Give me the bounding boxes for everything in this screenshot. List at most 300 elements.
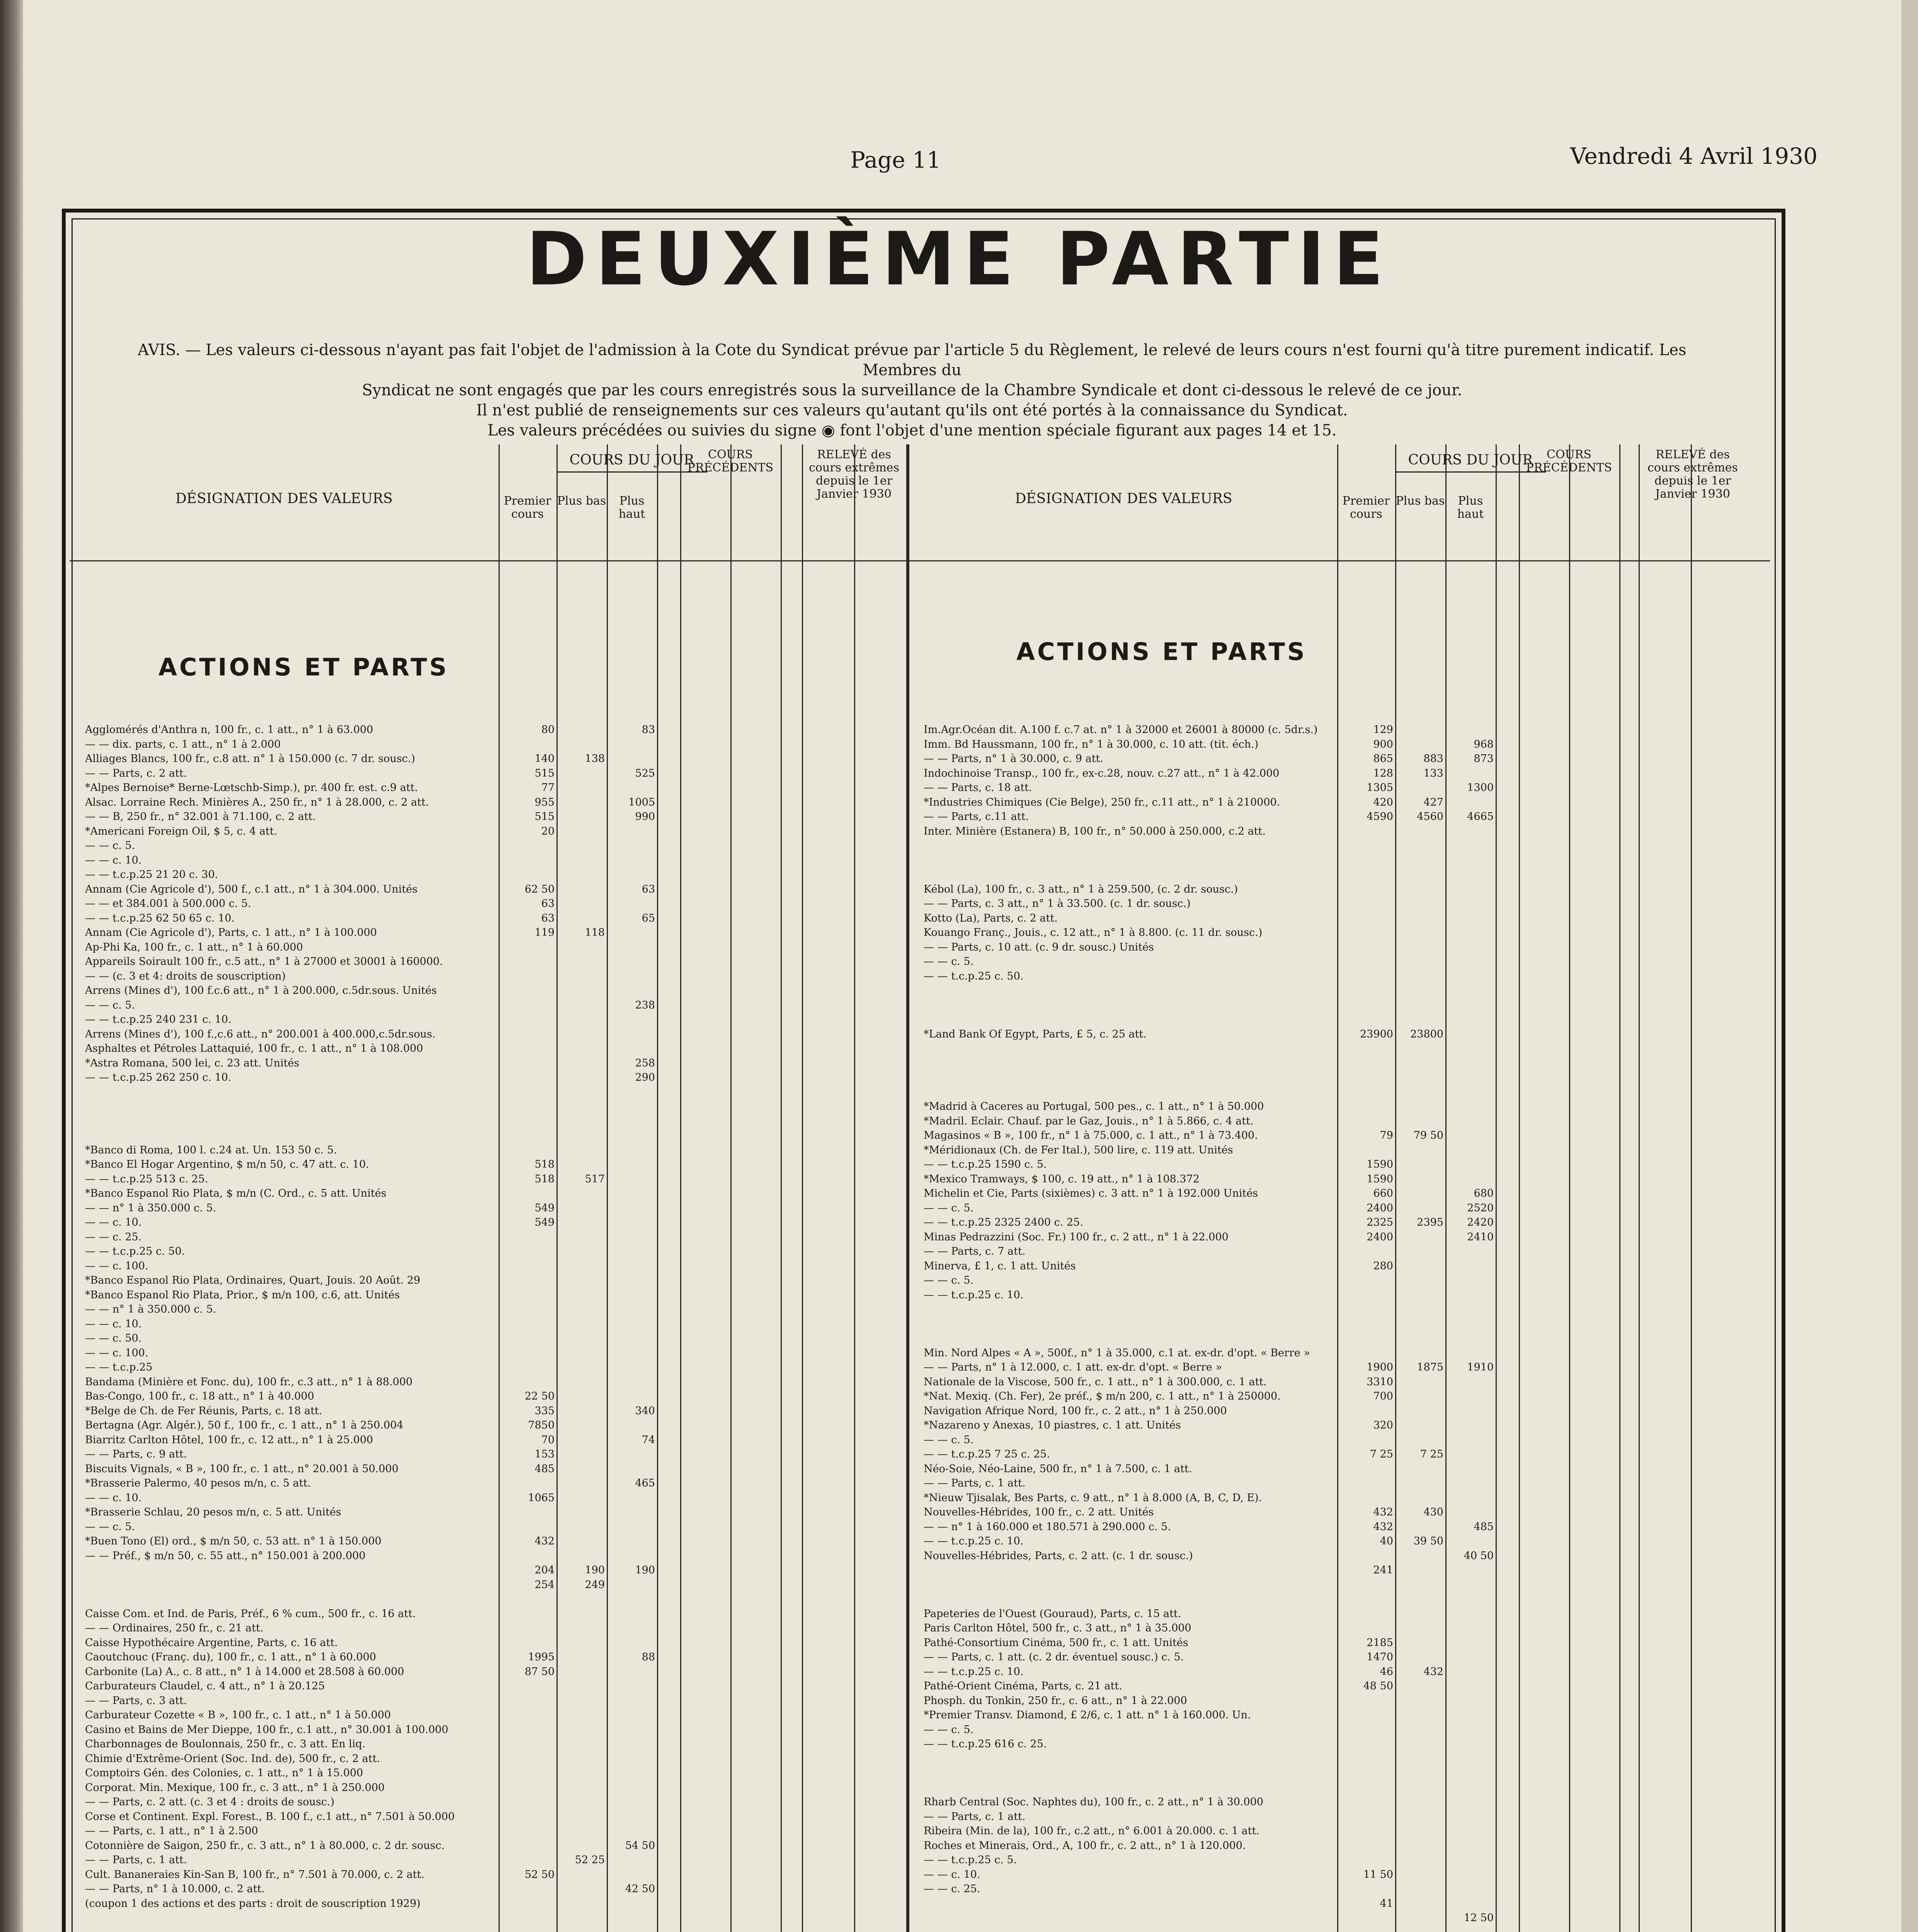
plus-haut-value — [1447, 954, 1494, 969]
security-row: — — t.c.p.25 262 250 c. 10. — [85, 1071, 231, 1083]
premier-cours-value: 320 — [1373, 1419, 1393, 1431]
plus-haut-value — [1447, 1621, 1494, 1636]
security-row: — — t.c.p.25 c. 50. — [85, 1245, 185, 1257]
plus-haut-value — [609, 954, 655, 969]
plus-haut-value: 4665 — [1467, 811, 1494, 823]
security-row: — — et 384.001 à 500.000 c. 5. — [85, 898, 251, 910]
security-row: — — c. 10. — [85, 1216, 142, 1228]
security-row: *Mexico Tramways, $ 100, c. 19 att., n° 1 à 108.372 — [924, 1173, 1200, 1185]
plus-bas-value — [1397, 1085, 1443, 1100]
premier-cours-value: 62 50 — [524, 883, 555, 895]
plus-bas-value: 79 50 — [1413, 1129, 1443, 1141]
premier-cours-value — [500, 1824, 555, 1838]
plus-haut-value: 238 — [635, 999, 655, 1011]
plus-bas-value — [558, 1099, 605, 1114]
plus-bas-value — [558, 795, 605, 810]
plus-haut-value — [1447, 1157, 1494, 1172]
left-plus-haut — [609, 723, 655, 1932]
security-row: — — c. 5. — [85, 999, 135, 1011]
plus-haut-value — [609, 752, 655, 766]
security-row: Cult. Bananeraies Kin-San B, 100 fr., n° 7.501 à 70.000, c. 2 att. — [85, 1868, 425, 1881]
premier-cours-value — [1339, 1041, 1393, 1056]
premier-cours-value — [500, 1766, 555, 1781]
premier-cours-value — [1339, 1882, 1393, 1896]
plus-bas-value — [558, 1447, 605, 1462]
premier-cours-value: 1470 — [1367, 1651, 1393, 1663]
plus-haut-value — [609, 969, 655, 984]
premier-cours-value — [500, 1041, 555, 1056]
security-row: Caisse Hypothécaire Argentine, Parts, c. 16 att. — [85, 1636, 338, 1649]
plus-haut-value — [1447, 824, 1494, 839]
security-row: — — t.c.p.25 c. 5. — [924, 1854, 1017, 1866]
premier-cours-value — [1339, 983, 1393, 998]
left-premier-cours — [500, 723, 555, 1932]
premier-cours-value — [500, 940, 555, 955]
premier-cours-value: 7850 — [528, 1419, 555, 1431]
security-row: Corporat. Min. Mexique, 100 fr., c. 3 att., n° 1 à 250.000 — [85, 1781, 385, 1794]
plus-haut-value — [1447, 998, 1494, 1013]
plus-bas-value — [1397, 723, 1443, 737]
premier-cours-value: 335 — [534, 1405, 555, 1417]
premier-cours-value — [1339, 1911, 1393, 1925]
premier-cours-value: 254 — [534, 1578, 555, 1591]
plus-haut-value — [1447, 1824, 1494, 1838]
premier-header: Premier cours — [504, 494, 551, 521]
security-row: Ribeira (Min. de la), 100 fr., c.2 att., n° 6.001 à 20.000. c. 1 att. — [924, 1825, 1259, 1837]
premier-cours-value: 52 50 — [524, 1868, 555, 1881]
security-row — [924, 1781, 1335, 1795]
plus-bas-value — [1397, 998, 1443, 1013]
premier-cours-value — [500, 1288, 555, 1303]
plus-bas-value — [558, 1795, 605, 1810]
security-row: Rharb Central (Soc. Naphtes du), 100 fr., c. 2 att., n° 1 à 30.000 — [924, 1796, 1264, 1808]
security-row: — — c. 100. — [85, 1347, 148, 1359]
cours-du-jour-header: COURS DU JOUR — [569, 452, 694, 468]
premier-cours-value — [500, 1027, 555, 1042]
plus-bas-value — [1397, 1621, 1443, 1636]
security-row: — — c. 5. — [924, 1274, 974, 1286]
plus-haut-value: 290 — [635, 1071, 655, 1083]
premier-cours-value: 128 — [1373, 767, 1393, 779]
security-row: Pathé-Consortium Cinéma, 500 fr., c. 1 att. Unités — [924, 1636, 1188, 1649]
plus-bas-value — [1397, 1331, 1443, 1346]
plus-haut-value — [1447, 1665, 1494, 1679]
plus-haut-value — [609, 1375, 655, 1389]
premier-cours-value: 79 — [1380, 1129, 1393, 1141]
premier-cours-value — [500, 1896, 555, 1911]
plus-haut-value — [1447, 911, 1494, 926]
security-row: — — c. 25. — [924, 1883, 980, 1895]
security-row: — — t.c.p.25 c. 10. — [924, 1665, 1024, 1678]
column-rule — [781, 444, 782, 1932]
plus-haut-value: 63 — [642, 883, 655, 895]
premier-cours-value: 41 — [1380, 1897, 1393, 1910]
plus-bas-value — [558, 1070, 605, 1085]
notice-label: AVIS. — [138, 341, 180, 359]
plus-bas-value — [1397, 1056, 1443, 1071]
security-row: *Belge de Ch. de Fer Réunis, Parts, c. 18 att. — [85, 1405, 322, 1417]
security-row: — — t.c.p.25 7 25 c. 25. — [924, 1448, 1050, 1460]
security-row: — — Parts, c. 9 att. — [85, 1448, 187, 1460]
plus-bas-value — [558, 838, 605, 853]
security-row: — — t.c.p.25 21 20 c. 30. — [85, 869, 218, 881]
premier-cours-value: 420 — [1373, 796, 1393, 808]
plus-haut-value: 525 — [635, 767, 655, 779]
plus-bas-value — [1397, 1563, 1443, 1578]
plus-haut-value — [1447, 1563, 1494, 1578]
plus-haut-value — [1447, 1433, 1494, 1447]
plus-bas-value: 883 — [1423, 753, 1443, 765]
releve-header-right: RELEVÉ des cours extrêmes depuis le 1er Janvier 1930 — [1647, 448, 1738, 501]
security-row: Arrens (Mines d'), 100 f.c.6 att., n° 1 à 200.000, c.5dr.sous. Unités — [85, 985, 437, 997]
security-row — [924, 853, 1335, 868]
security-row: *Nieuw Tjisalak, Bes Parts, c. 9 att., n° 1 à 8.000 (A, B, C, D, E). — [924, 1492, 1262, 1504]
plus-haut-value — [609, 1447, 655, 1462]
security-row — [924, 998, 1335, 1013]
premier-cours-value — [1339, 1244, 1393, 1259]
plus-bas-value — [558, 824, 605, 839]
plus-haut-value — [1447, 1534, 1494, 1549]
security-row: Minas Pedrazzini (Soc. Fr.) 100 fr., c. 2 att., n° 1 à 22.000 — [924, 1231, 1229, 1243]
premier-cours-value: 1305 — [1367, 782, 1393, 794]
premier-cours-value: 865 — [1373, 753, 1393, 765]
plus-haut-value — [1447, 882, 1494, 897]
plus-bas-value — [1397, 1911, 1443, 1925]
page-number: Page 11 — [850, 147, 941, 173]
security-row — [85, 1114, 497, 1129]
right-premier-cours — [1339, 723, 1393, 1932]
plus-haut-value — [1447, 1288, 1494, 1303]
premier-cours-value — [500, 1752, 555, 1766]
plus-haut-value — [609, 925, 655, 940]
plus-bas-value — [1397, 1549, 1443, 1563]
plus-bas-value — [558, 1041, 605, 1056]
premier-cours-value: 518 — [534, 1173, 555, 1185]
premier-cours-value: 1065 — [528, 1492, 555, 1504]
security-row: — — n° 1 à 350.000 c. 5. — [85, 1303, 216, 1315]
plus-bas-value — [558, 867, 605, 882]
cours-precedents-header-right: COURS PRÉCÉDENTS — [1526, 448, 1612, 474]
plus-bas-value — [558, 1781, 605, 1795]
column-rule — [1691, 444, 1692, 1932]
plus-bas-value: 249 — [585, 1578, 605, 1591]
premier-cours-value — [1339, 1404, 1393, 1418]
plus-haut-value — [609, 896, 655, 911]
designation-header-right: DÉSIGNATION DES VALEURS — [1015, 491, 1232, 507]
plus-bas-value — [558, 1737, 605, 1752]
plus-haut-value — [609, 1505, 655, 1520]
plus-haut-value: 42 50 — [625, 1883, 655, 1895]
plus-haut-value — [609, 1143, 655, 1158]
plus-bas-value: 118 — [585, 927, 605, 939]
premier-cours-value: 432 — [1373, 1506, 1393, 1518]
plus-bas-value — [558, 1157, 605, 1172]
plus-bas-value — [558, 998, 605, 1013]
plus-haut-value — [609, 1128, 655, 1143]
security-row: *Nazareno y Anexas, 10 piastres, c. 1 att. Unités — [924, 1419, 1181, 1431]
plus-haut-value — [609, 1810, 655, 1824]
plus-bas-value — [558, 1389, 605, 1404]
security-row: — — Parts, c. 3 att. — [85, 1694, 187, 1707]
plus-bas-value — [1397, 1520, 1443, 1534]
plus-bas-value — [1397, 1404, 1443, 1418]
plus-haut-value — [609, 940, 655, 955]
security-row: Carburateur Cozette « B », 100 fr., c. 1 att., n° 1 à 50.000 — [85, 1709, 391, 1721]
plus-bas-value — [1397, 1723, 1443, 1737]
plus-haut-value: 990 — [635, 811, 655, 823]
premier-cours-value — [1339, 1143, 1393, 1158]
plus-bas-value — [1397, 896, 1443, 911]
plus-bas-value — [558, 1114, 605, 1129]
plus-bas-value — [1397, 925, 1443, 940]
premier-cours-value: 2400 — [1367, 1231, 1393, 1243]
premier-cours-value: 432 — [1373, 1520, 1393, 1533]
plus-bas-value — [1397, 1230, 1443, 1245]
plus-haut-value: 680 — [1474, 1187, 1494, 1199]
security-row: — — c. 100. — [85, 1260, 148, 1272]
plus-bas-value: 138 — [585, 753, 605, 765]
column-rule — [730, 444, 732, 1932]
plus-bas-value — [1397, 1433, 1443, 1447]
plus-bas-value — [1397, 1781, 1443, 1795]
plus-haut-value — [609, 1346, 655, 1361]
plus-bas-value — [1397, 983, 1443, 998]
premier-cours-value — [500, 1128, 555, 1143]
plus-bas-value — [558, 969, 605, 984]
premier-cours-value — [1339, 1578, 1393, 1592]
security-row: *Americani Foreign Oil, $ 5, c. 4 att. — [85, 825, 277, 837]
plus-bas-value — [558, 1810, 605, 1824]
plus-bas-value — [1397, 954, 1443, 969]
security-row: (coupon 1 des actions et des parts : droit de souscription 1929) — [85, 1897, 421, 1910]
plus-bas-value — [558, 1201, 605, 1216]
plus-bas-value: 52 25 — [575, 1854, 605, 1866]
premier-cours-value — [500, 1259, 555, 1274]
plus-bas-value — [558, 810, 605, 824]
premier-cours-value: 241 — [1373, 1564, 1393, 1576]
plus-haut-value — [1447, 1172, 1494, 1187]
plus-haut-value — [609, 1273, 655, 1288]
security-row — [924, 1752, 1335, 1766]
premier-cours-value — [500, 1737, 555, 1752]
plus-bas-value: 2395 — [1417, 1216, 1443, 1228]
plus-bas-value — [1397, 1867, 1443, 1882]
security-row: Roches et Minerais, Ord., A, 100 fr., c. 2 att., n° 1 à 120.000. — [924, 1839, 1246, 1852]
plus-bas-value — [558, 766, 605, 781]
premier-cours-value — [500, 1375, 555, 1389]
plus-haut-value — [609, 1592, 655, 1607]
premier-cours-value — [1339, 925, 1393, 940]
security-row: *Banco Espanol Rio Plata, $ m/n (C. Ord., c. 5 att. Unités — [85, 1187, 386, 1199]
security-row: Min. Nord Alpes « A », 500f., n° 1 à 35.000, c.1 at. ex-dr. d'opt. « Berre » — [924, 1347, 1310, 1359]
plus-bas-value — [1397, 1752, 1443, 1766]
security-row: *Brasserie Schlau, 20 pesos m/n, c. 5 att. Unités — [85, 1506, 341, 1518]
security-row — [924, 1911, 1335, 1925]
security-row: — — t.c.p.25 1590 c. 5. — [924, 1158, 1047, 1170]
premier-cours-value — [500, 1520, 555, 1534]
plus-bas-value — [1397, 1143, 1443, 1158]
premier-cours-value: 2185 — [1367, 1636, 1393, 1649]
quotation-table — [70, 444, 1770, 1932]
premier-cours-value: 1900 — [1367, 1361, 1393, 1373]
plus-bas-value: 7 25 — [1420, 1448, 1443, 1460]
security-row: Ap-Phi Ka, 100 fr., c. 1 att., n° 1 à 60.000 — [85, 941, 303, 953]
plus-bas-value — [558, 1491, 605, 1505]
plus-haut-value — [1447, 1476, 1494, 1491]
plus-haut-value — [1447, 1056, 1494, 1071]
plus-bas-value — [558, 1273, 605, 1288]
column-rule — [1445, 444, 1447, 1932]
premier-cours-value — [500, 1621, 555, 1636]
security-row: *Méridionaux (Ch. de Fer Ital.), 500 lire, c. 119 att. Unités — [924, 1144, 1233, 1156]
security-row: — — c. 10. — [85, 854, 142, 866]
premier-cours-value — [500, 1114, 555, 1129]
security-row: Bas-Congo, 100 fr., c. 18 att., n° 1 à 40.000 — [85, 1390, 314, 1402]
security-row: — — Parts, c. 2 att. (c. 3 et 4 : droits de sousc.) — [85, 1796, 335, 1808]
plus-haut-value — [1447, 1491, 1494, 1505]
security-row: — — c. 10. — [85, 1492, 142, 1504]
security-row: Corse et Continent. Expl. Forest., B. 100 f., c.1 att., n° 7.501 à 50.000 — [85, 1810, 455, 1823]
security-row: Appareils Soirault 100 fr., c.5 att., n° 1 à 27000 et 30001 à 160000. — [85, 956, 443, 968]
plus-haut-value — [1447, 1302, 1494, 1317]
plus-bas-value — [558, 1520, 605, 1534]
plus-haut-value — [609, 1911, 655, 1925]
plus-bas-value: 133 — [1423, 767, 1443, 779]
premier-cours-value — [500, 1636, 555, 1650]
security-row: — — Parts, c. 3 att., n° 1 à 33.500. (c. 1 dr. sousc.) — [924, 898, 1191, 910]
plus-bas-value — [1397, 969, 1443, 984]
plus-bas-value — [558, 1462, 605, 1476]
plus-haut-value — [609, 1549, 655, 1563]
plus-bas-value — [558, 940, 605, 955]
security-row: *Premier Transv. Diamond, £ 2/6, c. 1 att. n° 1 à 160.000. Un. — [924, 1709, 1251, 1721]
security-row: Imm. Bd Haussmann, 100 fr., n° 1 à 30.000, c. 10 att. (tit. éch.) — [924, 738, 1259, 750]
premier-cours-value: 515 — [534, 811, 555, 823]
plus-haut-value: 83 — [642, 724, 655, 736]
plus-bas-value — [558, 1375, 605, 1389]
security-row: *Astra Romana, 500 lei, c. 23 att. Unités — [85, 1057, 300, 1069]
plus-bas-value — [1397, 911, 1443, 926]
notice-block — [100, 340, 1724, 440]
premier-cours-value — [1339, 1708, 1393, 1723]
plus-bas-header-right: Plus bas — [1396, 494, 1445, 508]
premier-cours-value — [1339, 882, 1393, 897]
notice-line-2: Syndicat ne sont engagés que par les cours enregistrés sous la surveillance de la Chambre Syndicale et dont ci-dessous le relevé de ce jour. — [362, 381, 1462, 399]
plus-haut-value — [609, 737, 655, 752]
plus-bas-value: 23800 — [1410, 1028, 1443, 1040]
security-row: — — Parts, c. 7 att. — [924, 1245, 1026, 1257]
plus-bas-value — [558, 1766, 605, 1781]
security-row: Phosph. du Tonkin, 250 fr., c. 6 att., n° 1 à 22.000 — [924, 1694, 1187, 1707]
security-row: — — t.c.p.25 240 231 c. 10. — [85, 1014, 231, 1026]
plus-haut-value — [609, 1244, 655, 1259]
plus-haut-value — [1447, 969, 1494, 984]
security-row: Alliages Blancs, 100 fr., c.8 att. n° 1 à 150.000 (c. 7 dr. sousc.) — [85, 753, 415, 765]
right-plus-haut — [1447, 723, 1494, 1932]
cours-precedents-header: COURS PRÉCÉDENTS — [687, 448, 774, 474]
plus-haut-value — [1447, 1896, 1494, 1911]
premier-cours-value: 2325 — [1367, 1216, 1393, 1228]
security-row: — — c. 5. — [924, 1434, 974, 1446]
plus-haut-value — [1447, 723, 1494, 737]
premier-cours-value — [500, 1911, 555, 1925]
plus-haut-value — [609, 1737, 655, 1752]
security-row — [924, 1766, 1335, 1781]
security-row: Chimie d'Extrême-Orient (Soc. Ind. de), 500 fr., c. 2 att. — [85, 1752, 380, 1765]
plus-bas-value — [1397, 1795, 1443, 1810]
premier-cours-value — [1339, 1621, 1393, 1636]
premier-cours-value — [1339, 1723, 1393, 1737]
plus-haut-value — [609, 1621, 655, 1636]
column-rule — [854, 444, 855, 1932]
plus-bas-value — [558, 1505, 605, 1520]
plus-haut-value — [609, 1766, 655, 1781]
security-row: Arrens (Mines d'), 100 f.,c.6 att., n° 200.001 à 400.000,c.5dr.sous. — [85, 1028, 436, 1040]
security-row: — — c. 5. — [924, 956, 974, 968]
premier-cours-value: 1995 — [528, 1651, 555, 1663]
plus-haut-value — [1447, 1679, 1494, 1694]
premier-cours-value — [1339, 1099, 1393, 1114]
security-row: Cotonnière de Saigon, 250 fr., c. 3 att., n° 1 à 80.000, c. 2 dr. sousc. — [85, 1839, 445, 1852]
plus-bas-value — [558, 853, 605, 868]
security-row: — — t.c.p.25 2325 2400 c. 25. — [924, 1216, 1083, 1228]
premier-cours-value — [500, 1143, 555, 1158]
plus-bas-value — [1397, 1694, 1443, 1708]
security-row — [924, 1085, 1335, 1100]
plus-haut-value — [1447, 795, 1494, 810]
premier-cours-value — [1339, 1070, 1393, 1085]
plus-bas-value — [1397, 1607, 1443, 1621]
plus-haut-value: 1910 — [1467, 1361, 1494, 1373]
plus-bas-value — [1397, 1099, 1443, 1114]
plus-bas-value — [558, 1433, 605, 1447]
plus-haut-value — [1447, 896, 1494, 911]
plus-haut-value: 340 — [635, 1405, 655, 1417]
premier-cours-value — [1339, 1824, 1393, 1838]
plus-haut-value — [1447, 1273, 1494, 1288]
premier-cours-value — [500, 954, 555, 969]
plus-bas-value — [558, 1679, 605, 1694]
plus-haut-value — [1447, 1882, 1494, 1896]
plus-haut-value — [609, 1157, 655, 1172]
plus-haut-value — [609, 1520, 655, 1534]
plus-haut-value — [609, 1723, 655, 1737]
plus-haut-value — [609, 1302, 655, 1317]
security-row: Nationale de la Viscose, 500 fr., c. 1 att., n° 1 à 300.000, c. 1 att. — [924, 1376, 1267, 1388]
premier-header-right: Premier cours — [1342, 494, 1390, 521]
plus-haut-value: 190 — [635, 1564, 655, 1576]
plus-bas-value — [558, 1143, 605, 1158]
security-row: *Land Bank Of Egypt, Parts, £ 5, c. 25 att. — [924, 1028, 1147, 1040]
plus-haut-value: 74 — [642, 1434, 655, 1446]
premier-cours-value — [500, 838, 555, 853]
premier-cours-value: 700 — [1373, 1390, 1393, 1402]
security-row — [924, 983, 1335, 998]
security-row: — — t.c.p.25 — [85, 1361, 153, 1373]
plus-haut-value — [609, 1824, 655, 1838]
plus-bas-value — [1397, 1273, 1443, 1288]
premier-cours-value: 3310 — [1367, 1376, 1393, 1388]
security-row: *Alpes Bernoise* Berne-Lœtschb-Simp.), pr. 400 fr. est. c.9 att. — [85, 782, 418, 794]
security-row: — — t.c.p.25 513 c. 25. — [85, 1173, 208, 1185]
security-row: Pathé-Orient Cinéma, Parts, c. 21 att. — [924, 1680, 1122, 1692]
security-row: Carbonite (La) A., c. 8 att., n° 1 à 14.000 et 28.508 à 60.000 — [85, 1665, 404, 1678]
plus-bas-value — [1397, 1070, 1443, 1085]
premier-cours-value — [1339, 1491, 1393, 1505]
plus-bas-value — [558, 1592, 605, 1607]
premier-cours-value: 4590 — [1367, 811, 1393, 823]
premier-cours-value: 1590 — [1367, 1158, 1393, 1170]
